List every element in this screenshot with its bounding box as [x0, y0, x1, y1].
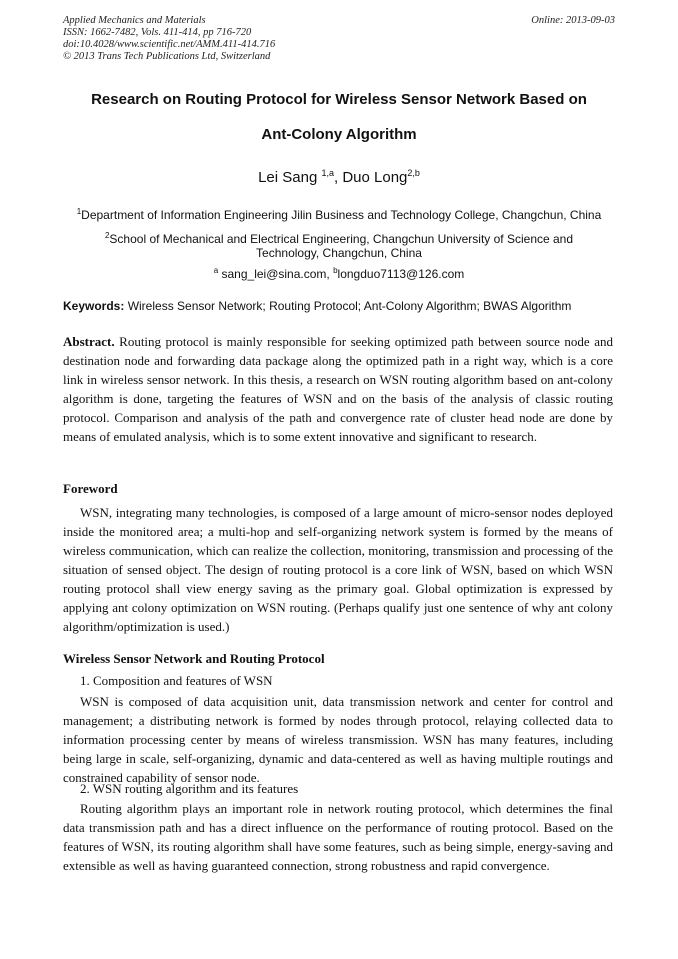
paper-title-line-1: Research on Routing Protocol for Wireless Sensor Network Based on [91, 91, 587, 108]
author-separator: , [333, 169, 343, 186]
keywords [63, 299, 623, 313]
journal-doi: doi:10.4028/www.scientific.net/AMM.411-414.716 [63, 39, 276, 50]
affiliation-2-sup: 2 [104, 231, 110, 240]
online-date: Online: 2013-09-03 [531, 15, 615, 26]
journal-name: Applied Mechanics and Materials [63, 15, 206, 26]
abstract-text: Routing protocol is mainly responsible for seeking optimized path between source node and destination node and forwarding data package along the optimized path in a right way, which is a core link in wireless sensor network. In this thesis, a research on WSN routing algorithm based on ant-colony algorithm is done, targeting the features of WSN and on the basis of the analysis of classic routing protocol. Comparison and analysis of the path and convergence rate of cluster head node are done by means of emulated analysis, which is to some extent innovative and significant to research. [63, 334, 613, 444]
subsection-1-paragraph: WSN is composed of data acquisition unit, data transmission network and center for control and management; a distributing network is formed by nodes through protocol, relaying collected data to information processing center by means of wireless transmission. WSN has many features, including being large in scale, self-organizing, dynamic and data-centered as well as having multiple routings and constrained capability of sensor node. [63, 694, 613, 785]
author-2-sup: 2,b [407, 168, 420, 178]
email-a-sup: a [213, 266, 219, 275]
affiliation-1-text: Department of Information Engineering Jilin Business and Technology College, Changchun, China [81, 208, 602, 222]
subsection-2-paragraph: Routing algorithm plays an important role in network routing protocol, which determines the final data transmission path and has a direct influence on the performance of routing protocol. Based on the features of WSN, its routing algorithm shall have some features, such as being simple, energy-saving and extensible as well as having guaranteed connection, strong robustness and rapid convergence. [63, 801, 613, 873]
abstract [63, 332, 613, 446]
author-list [0, 168, 678, 186]
journal-issn: ISSN: 1662-7482, Vols. 411-414, pp 716-720 [63, 27, 252, 38]
author-1-sup: 1,a [321, 168, 334, 178]
affiliation-1 [0, 203, 678, 224]
keywords-text: Wireless Sensor Network; Routing Protocol; Ant-Colony Algorithm; BWAS Algorithm [124, 299, 572, 313]
emails [0, 262, 678, 283]
email-b: longduo7113@126.com [337, 267, 465, 281]
affiliation-1-sup: 1 [76, 207, 82, 216]
foreword-heading: Foreword [63, 481, 118, 496]
paper-title-line-2: Ant-Colony Algorithm [261, 126, 417, 143]
journal-copyright: © 2013 Trans Tech Publications Ltd, Switzerland [63, 51, 271, 62]
affiliation-2-cont: Technology, Changchun, China [256, 246, 422, 260]
subsection-2-title: 2. WSN routing algorithm and its features [80, 781, 299, 796]
affiliation-2-line-1: School of Mechanical and Electrical Engineering, Changchun University of Science and [109, 232, 574, 246]
author-1: Lei Sang [258, 169, 322, 186]
abstract-label: Abstract. [63, 334, 115, 349]
email-a: sang_lei@sina.com, [218, 267, 334, 281]
email-b-sup: b [333, 266, 338, 275]
author-2: Duo Long [342, 169, 408, 186]
section-heading-wsn: Wireless Sensor Network and Routing Protocol [63, 651, 325, 666]
keywords-label: Keywords: [63, 299, 125, 313]
foreword-paragraph: WSN, integrating many technologies, is composed of a large amount of micro-sensor nodes deployed inside the monitored area; a multi-hop and self-organizing network system is formed by the means of wireless communication, which can realize the collection, monitoring, transmission and processing of the situation of sensed object. The design of routing protocol is a core link of WSN, based on which WSN routing protocol shall view energy saving as the primary goal. Global optimization is expressed by applying ant colony optimization on WSN routing. (Perhaps qualify just one sentence of why ant colony algorithm/optimization is used.) [63, 505, 613, 634]
journal-header [63, 15, 615, 63]
subsection-1-title: 1. Composition and features of WSN [80, 673, 273, 688]
